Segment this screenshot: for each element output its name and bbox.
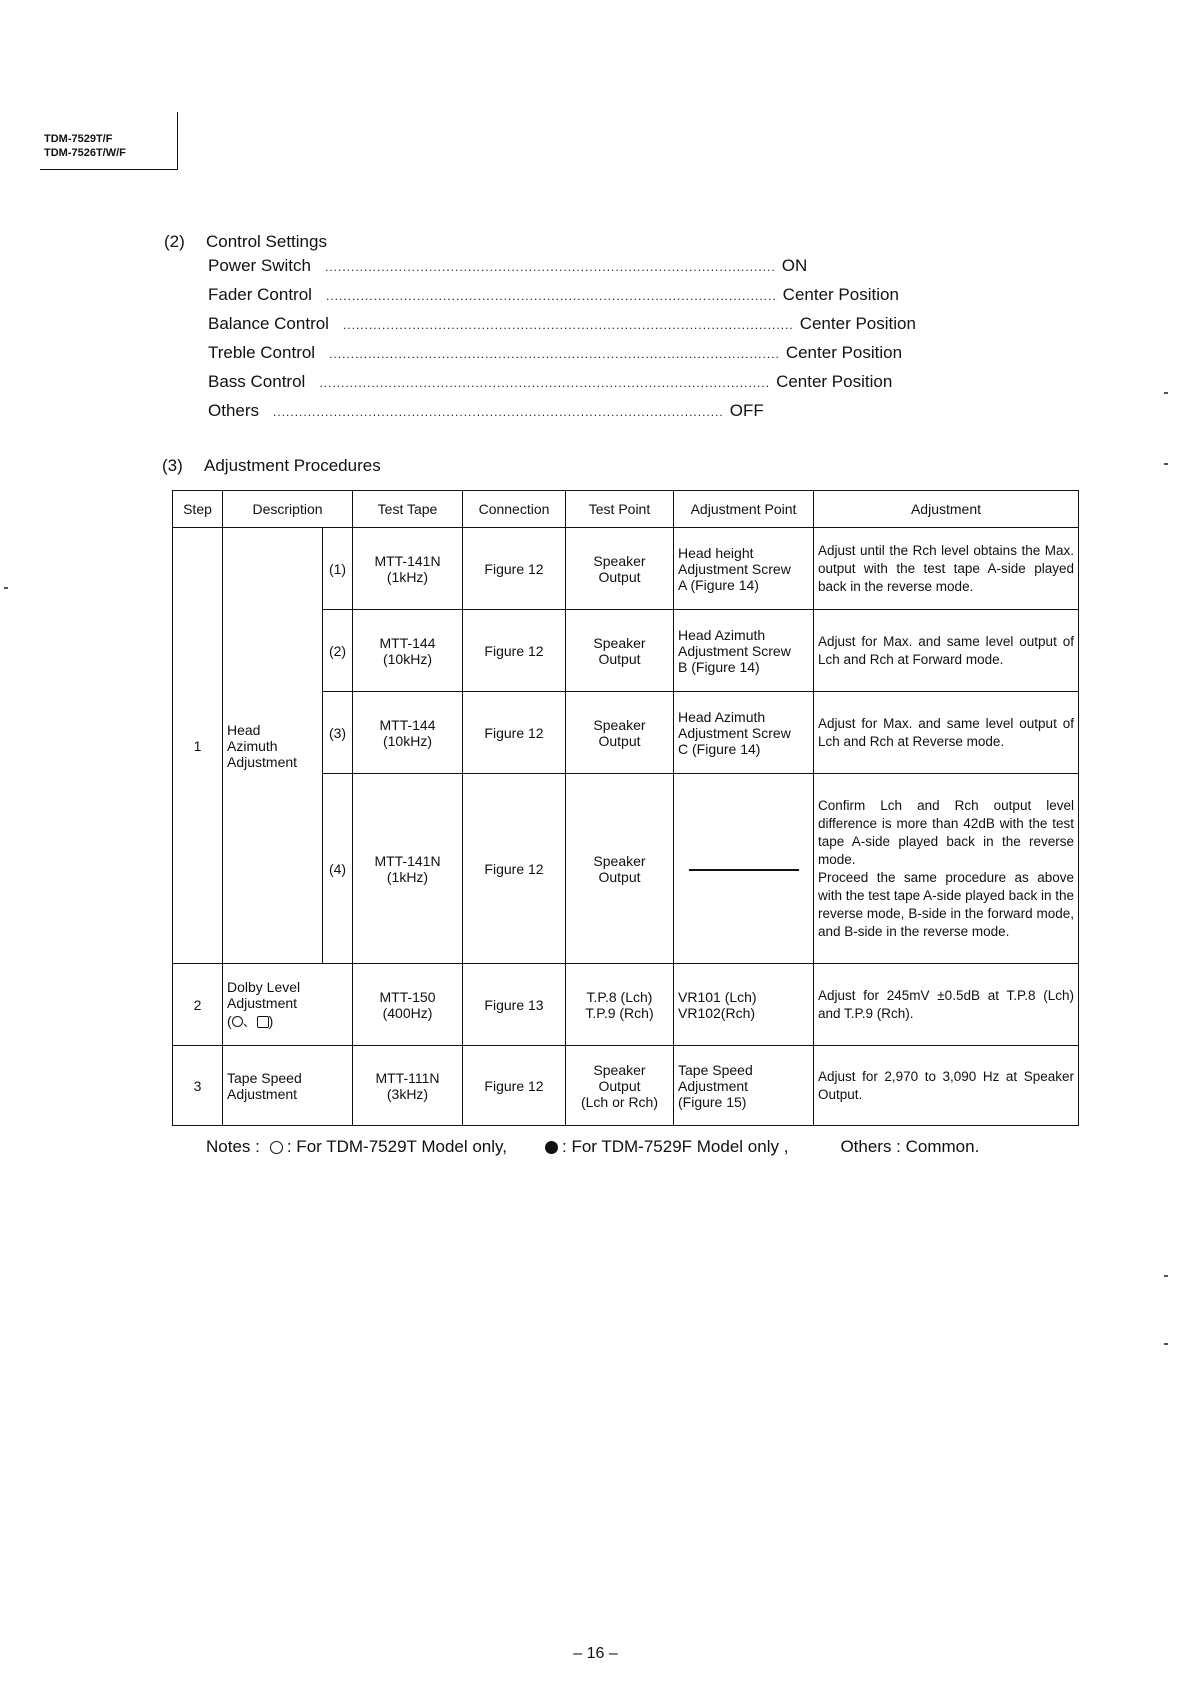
setting-row	[208, 343, 903, 372]
scan-mark	[1164, 463, 1168, 465]
step-number: 1	[173, 528, 223, 964]
sub-step-number: (4)	[323, 774, 353, 964]
scan-mark	[1164, 1343, 1168, 1345]
adjustment-point-none	[674, 774, 814, 964]
scan-mark	[4, 587, 8, 589]
open-square-icon	[257, 1016, 269, 1028]
table-row	[173, 1046, 1079, 1126]
sub-step-number: (2)	[323, 610, 353, 692]
model-symbols: ( 、 )	[227, 1012, 274, 1029]
notes-open-circle-text: : For TDM-7529T Model only,	[286, 1137, 507, 1156]
adjustment-point: Head Azimuth Adjustment Screw B (Figure 14)	[674, 610, 814, 692]
test-point: Speaker Output	[566, 610, 674, 692]
adjustment-text: Adjust for Max. and same level output of Lch and Rch at Reverse mode.	[814, 692, 1079, 774]
test-point: Speaker Output	[566, 528, 674, 610]
open-circle-icon	[232, 1016, 243, 1027]
setting-row	[208, 314, 916, 343]
notes-prefix: Notes :	[206, 1137, 260, 1156]
leader-dots: ........................................................................................................	[325, 289, 777, 303]
header-step: Step	[173, 491, 223, 528]
test-tape: MTT-144 (10kHz)	[353, 610, 463, 692]
setting-value: Center Position	[782, 285, 899, 304]
setting-label: Balance Control	[208, 314, 329, 333]
header-adjustment-point: Adjustment Point	[674, 491, 814, 528]
test-tape: MTT-141N (1kHz)	[353, 528, 463, 610]
header-adjustment: Adjustment	[814, 491, 1079, 528]
table-row	[173, 964, 1079, 1046]
sub-step-number: (3)	[323, 692, 353, 774]
leader-dots: ........................................................................................................	[342, 318, 794, 332]
section-title: Adjustment Procedures	[204, 456, 381, 475]
step-description: Dolby Level Adjustment	[227, 978, 301, 1011]
step-number: 3	[173, 1046, 223, 1126]
test-tape: MTT-144 (10kHz)	[353, 692, 463, 774]
step-description: Tape Speed Adjustment	[223, 1046, 353, 1126]
page-number: – 16 –	[573, 1645, 618, 1662]
test-tape: MTT-141N (1kHz)	[353, 774, 463, 964]
adjustment-point: Tape Speed Adjustment (Figure 15)	[674, 1046, 814, 1126]
setting-value: Center Position	[776, 372, 893, 391]
setting-row	[208, 401, 764, 430]
connection: Figure 12	[463, 1046, 566, 1126]
step-number: 2	[173, 964, 223, 1046]
setting-row	[208, 372, 893, 401]
step-description-cell	[223, 964, 353, 1046]
setting-label: Others	[208, 401, 260, 420]
setting-label: Fader Control	[208, 285, 312, 304]
section-number: (2)	[164, 232, 185, 251]
connection: Figure 12	[463, 610, 566, 692]
model-number-line1: TDM-7529T/F	[44, 133, 113, 145]
filled-circle-icon	[545, 1141, 558, 1154]
header-rule-horizontal	[40, 169, 178, 170]
model-number-tag	[44, 132, 126, 160]
setting-value: Center Position	[799, 314, 916, 333]
leader-dots: ........................................................................................................	[273, 405, 724, 419]
model-number-line2: TDM-7526T/W/F	[44, 147, 126, 159]
setting-label: Treble Control	[208, 343, 316, 362]
test-tape: MTT-150 (400Hz)	[353, 964, 463, 1046]
connection: Figure 12	[463, 528, 566, 610]
notes-filled-circle-text: : For TDM-7529F Model only ,	[562, 1137, 789, 1156]
control-settings-list	[208, 256, 916, 430]
section-title: Control Settings	[206, 232, 327, 251]
adjustment-text: Adjust for Max. and same level output of Lch and Rch at Forward mode.	[814, 610, 1079, 692]
step-description: Head Azimuth Adjustment	[223, 528, 323, 964]
leader-dots: ........................................................................................................	[324, 260, 776, 274]
scan-mark	[1164, 392, 1168, 394]
notes-line	[206, 1137, 983, 1157]
adjustment-procedures-heading	[162, 456, 381, 476]
test-point: Speaker Output	[566, 692, 674, 774]
sub-step-number: (1)	[323, 528, 353, 610]
section-number: (3)	[162, 456, 183, 475]
adjustment-point: Head height Adjustment Screw A (Figure 14)	[674, 528, 814, 610]
leader-dots: ........................................................................................................	[329, 347, 780, 361]
setting-label: Bass Control	[208, 372, 306, 391]
table-row	[173, 528, 1079, 610]
notes-others-text: Others : Common.	[840, 1137, 980, 1156]
connection: Figure 12	[463, 692, 566, 774]
setting-value: ON	[781, 256, 808, 275]
header-description: Description	[223, 491, 353, 528]
control-settings-heading	[164, 232, 327, 252]
table-header-row	[173, 491, 1079, 528]
adjustment-point: Head Azimuth Adjustment Screw C (Figure 14)	[674, 692, 814, 774]
header-test-tape: Test Tape	[353, 491, 463, 528]
header-test-point: Test Point	[566, 491, 674, 528]
test-point: Speaker Output (Lch or Rch)	[566, 1046, 674, 1126]
setting-row	[208, 285, 899, 314]
test-point: T.P.8 (Lch) T.P.9 (Rch)	[566, 964, 674, 1046]
open-circle-icon	[270, 1141, 283, 1154]
test-point: Speaker Output	[566, 774, 674, 964]
connection: Figure 13	[463, 964, 566, 1046]
adjustment-text: Adjust until the Rch level obtains the Max. output with the test tape A-side played back in the reverse mode.	[814, 528, 1079, 610]
header-rule-vertical	[177, 112, 178, 170]
setting-value: OFF	[729, 401, 764, 420]
dash-line	[689, 869, 799, 871]
scan-mark	[1164, 1275, 1168, 1277]
adjustment-table	[172, 490, 1079, 1126]
setting-value: Center Position	[785, 343, 903, 362]
adjustment-text: Adjust for 2,970 to 3,090 Hz at Speaker Output.	[814, 1046, 1079, 1126]
adjustment-text: Confirm Lch and Rch output level difference is more than 42dB with the test tape A-side played back in the reverse mode. Proceed the same procedure as above with the test tape A-side played back in the reverse mode, B-side in the forward mode, and B-side in the reverse mode.	[814, 774, 1079, 964]
leader-dots: ........................................................................................................	[319, 376, 771, 390]
adjustment-point: VR101 (Lch) VR102(Rch)	[674, 964, 814, 1046]
test-tape: MTT-111N (3kHz)	[353, 1046, 463, 1126]
setting-row	[208, 256, 808, 285]
setting-label: Power Switch	[208, 256, 311, 275]
header-connection: Connection	[463, 491, 566, 528]
adjustment-text: Adjust for 245mV ±0.5dB at T.P.8 (Lch) and T.P.9 (Rch).	[814, 964, 1079, 1046]
connection: Figure 12	[463, 774, 566, 964]
